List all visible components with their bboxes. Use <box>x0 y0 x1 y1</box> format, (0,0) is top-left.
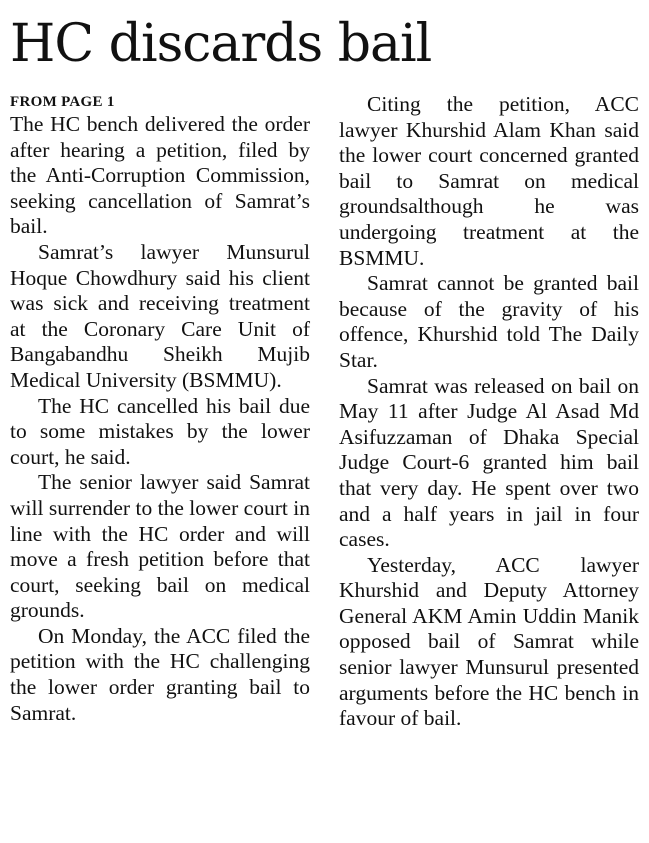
article-column-left <box>10 92 310 726</box>
continuation-kicker: FROM PAGE 1 <box>10 94 115 110</box>
paragraph: Samrat’s lawyer Munsurul Hoque Chowdhury said his client was sick and receiving treatment at the Coronary Care Unit of Bangabandhu Sheikh Mujib Medical University (BSMMU). <box>10 239 310 392</box>
paragraph: Citing the petition, ACC lawyer Khurshid Alam Khan said the lower court concerned granted bail to Samrat on medical groundsalthough he was undergoing treatment at the BSMMU. <box>339 92 639 270</box>
paragraph: Samrat was released on bail on May 11 after Judge Al Asad Md Asifuzzaman of Dhaka Special Judge Court-6 granted him bail that very day. He spent over two and a half years in jail in four cases. <box>339 373 639 552</box>
article-column-right <box>339 92 639 732</box>
paragraph: The senior lawyer said Samrat will surrender to the lower court in line with the HC order and will move a fresh petition before that court, seeking bail on medical grounds. <box>10 470 310 623</box>
paragraph: Yesterday, ACC lawyer Khurshid and Deputy Attorney General AKM Amin Uddin Manik opposed bail of Samrat while senior lawyer Munsurul presented arguments before the HC bench in favour of bail. <box>339 552 639 731</box>
paragraph: On Monday, the ACC filed the petition with the HC challenging the lower order granting bail to Samrat. <box>10 623 310 725</box>
paragraph: Samrat cannot be granted bail because of the gravity of his offence, Khurshid told The Daily Star. <box>339 271 639 372</box>
headline: HC discards bail <box>10 14 432 74</box>
paragraph: The HC cancelled his bail due to some mistakes by the lower court, he said. <box>10 393 310 469</box>
paragraph: The HC bench delivered the order after hearing a petition, filed by the Anti-Corruption Commission, seeking cancellation of Samrat’s bail. <box>10 112 310 239</box>
